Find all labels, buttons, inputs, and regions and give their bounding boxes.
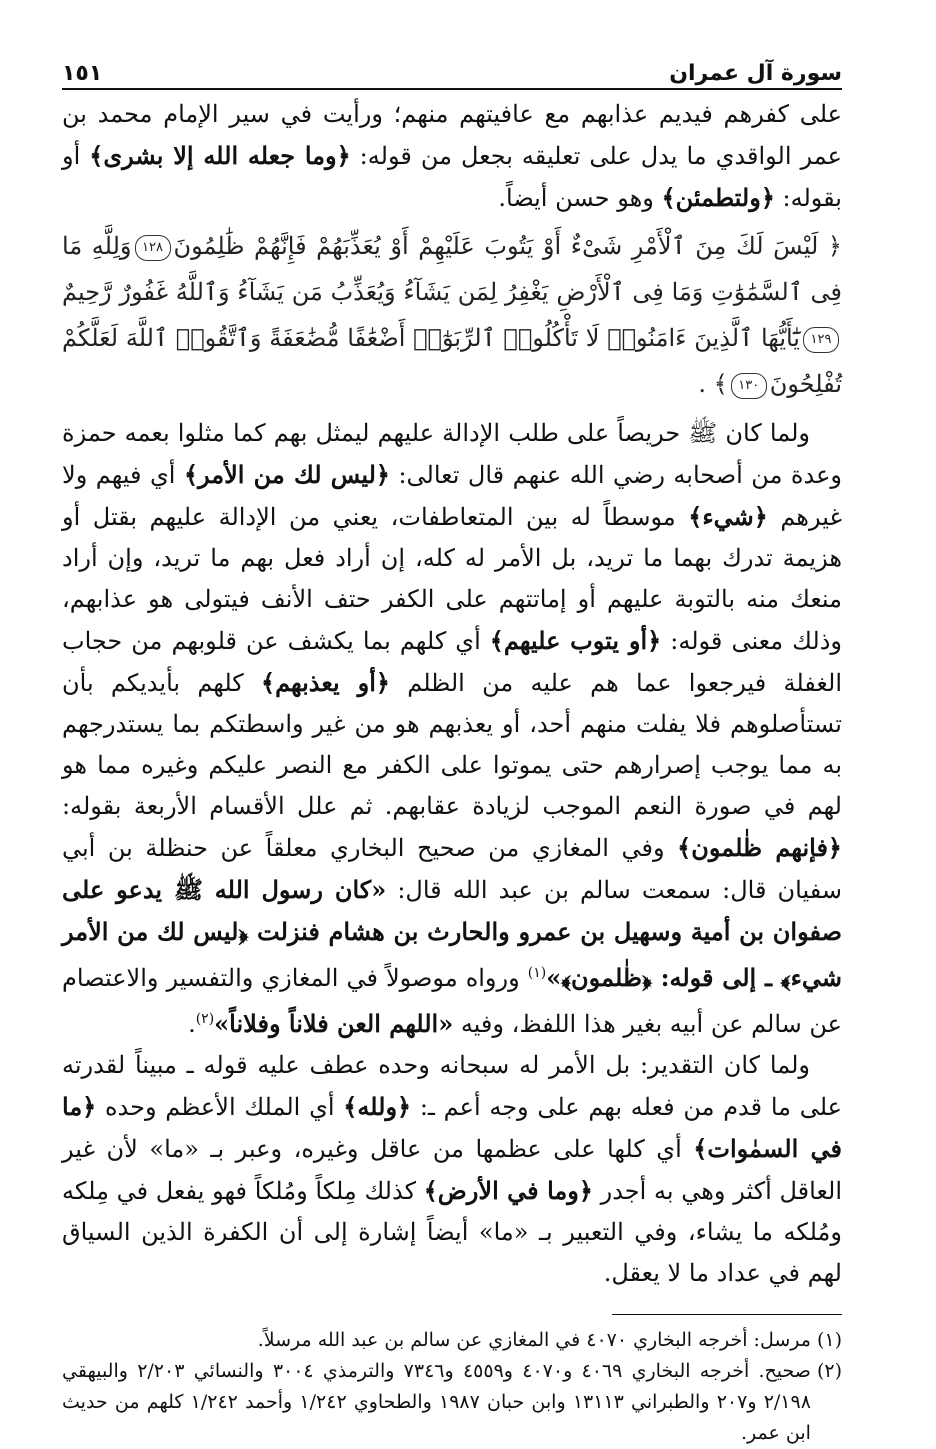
footnotes: [62, 1325, 842, 1449]
text-run: أو بقوله:: [62, 142, 842, 212]
main-text: [62, 94, 842, 1294]
footnote-ref-2[interactable]: (٢): [195, 1011, 215, 1027]
text-run: ولما كان التقدير: بل الأمر له سبحانه وحده عطف عليه قوله ـ مبيناً لقدرته على ما قدم من فعله بهم على وجه أعم ـ:: [62, 1051, 842, 1121]
footnote-2: [62, 1356, 842, 1449]
quran-quote: ﴿ما في السمٰوات﴾: [62, 1092, 842, 1163]
footnote-text: صحيح. أخرجه البخاري ٤٠٦٩ و٤٠٧٠ و٤٥٥٩ و٧٣٤٦ والترمذي ٣٠٠٤ والنسائي ٢/٢٠٣ والبيهقي ٢/١٩٨ و٢٠٧ والطبراني ١٣١١٣ وابن حبان ١٩٨٧ والطحاوي ١/٢٤٢ وأحمد ١/٢٤٢ كلهم من حديث ابن عمر.: [62, 1360, 811, 1444]
footnote-number: (١): [816, 1329, 842, 1351]
text-run: كلهم بأيديكم بأن تستأصلوهم فلا يفلت منهم أحد، أو يعذبهم هو من غير واسطتكم بما يستدرجهم به مما يوجب إصرارهم حتى يموتوا على الكفر مع النصر عليكم وغيره مما هو لهم في صورة النعم الموجب لزيادة عقابهم. ثم علل الأقسام الأربعة بقوله:: [62, 669, 842, 820]
quran-quote: ﴿أو يعذبهم﴾: [261, 668, 390, 697]
verse-text: وَلِلَّهِ مَا فِى ٱلسَّمَٰوَٰتِ وَمَا فِى ٱلْأَرْضِ يَغْفِرُ لِمَن يَشَآءُ وَيُعَذِّبُ مَن يَشَآءُ وَٱللَّهُ غَفُورٌ رَّحِيمٌ: [62, 232, 842, 306]
text-run: أي كلهم بما يكشف عن قلوبهم من حجاب الغفلة فيرجعوا عما هم عليه من الظلم: [62, 627, 842, 697]
page: [62, 40, 842, 1449]
hadith-quote: «كان رسول الله ﷺ يدعو على صفوان بن أمية وسهيل بن عمرو والحارث بن هشام فنزلت ﴿ليس لك من الأمر شيء﴾ ـ إلى قوله: ﴿ظٰلمون﴾»: [62, 875, 842, 992]
quran-quote: ﴿ولله﴾: [343, 1092, 412, 1121]
text-run: ولما كان ﷺ حريصاً على طلب الإدالة عليهم ليمثل بهم كما مثلوا بعمه حمزة وعدة من أصحابه رضي الله عنهم قال تعالى:: [62, 419, 842, 489]
text-run: وهو حسن أيضاً.: [498, 184, 662, 212]
ayah-number-marker: ١٣٠: [731, 373, 767, 399]
text-run: على كفرهم فيديم عذابهم مع عافيتهم منهم؛ ورأيت في سير الإمام محمد بن عمر الواقدي ما يدل على تعليقه بجعل من قوله:: [62, 100, 842, 170]
surah-title: سورة آل عمران: [669, 61, 842, 86]
text-run: موسطاً له بين المتعاطفات، يعني من الإدالة عليهم بقتل أو هزيمة تدرك بهما ما تريد، بل الأمر له كله، إن أراد فعل بهم ما تريد، وإن أراد منعك منه بالتوبة عليهم أو إماتتهم على الكفر حتف الأنف فيتولى هو عذابهم، وذلك معنى قوله:: [62, 503, 842, 655]
footnote-ref-1[interactable]: (١): [527, 965, 547, 981]
text-run: كذلك مِلكاً ومُلكاً فهو يفعل في مِلكه ومُلكه ما يشاء، وفي التعبير بـ «ما» أيضاً إشارة إلى أن الكفرة الذين السياق لهم في عداد ما لا يعقل.: [62, 1177, 842, 1287]
paragraph-closing: [62, 1045, 842, 1294]
paragraph-commentary: [62, 413, 842, 1045]
ayah-number-marker: ١٢٨: [135, 235, 171, 261]
quran-quote: ﴿ولتطمئن﴾: [661, 183, 775, 212]
quran-quote: ﴿ليس لك من الأمر﴾: [183, 460, 390, 489]
hadith-quote: «اللهم العن فلاناً وفلاناً»: [214, 1009, 454, 1038]
quran-quote: ﴿أو يتوب عليهم﴾: [489, 626, 662, 655]
text-run: .: [188, 1010, 196, 1038]
verse-end: ﴾ .: [698, 370, 728, 398]
footnote-text: مرسل: أخرجه البخاري ٤٠٧٠ في المغازي عن سالم بن عبد الله مرسلاً.: [257, 1329, 811, 1351]
quran-quote: ﴿فإنهم ظٰلمون﴾: [677, 833, 842, 862]
text-run: ورواه موصولاً في المغازي والتفسير والاعتصام عن سالم عن أبيه بغير هذا اللفظ، وفيه: [62, 964, 842, 1038]
quran-quote: ﴿وما جعله الله إلا بشرى﴾: [89, 141, 351, 170]
text-run: أي كلها على عظمها من عاقل وغيره، وعبر بـ «ما» لأن غير العاقل أكثر وهي به أجدر: [62, 1135, 843, 1205]
verse-block: [62, 223, 842, 407]
verse-text: ﴿ لَيْسَ لَكَ مِنَ ٱلْأَمْرِ شَىْءٌ أَوْ يَتُوبَ عَلَيْهِمْ أَوْ يُعَذِّبَهُمْ فَإِنَّهُمْ ظَٰلِمُونَ: [173, 232, 842, 260]
quran-quote: ﴿وما في الأرض﴾: [423, 1176, 593, 1205]
paragraph-intro: [62, 94, 842, 219]
verse-text: يَٰٓأَيُّهَا ٱلَّذِينَ ءَامَنُوا۟ لَا تَأْكُلُوا۟ ٱلرِّبَوٰٓا۟ أَضْعَٰفًا مُّضَٰعَفَةً وَٱتَّقُوا۟ ٱللَّهَ لَعَلَّكُمْ تُفْلِحُونَ: [62, 324, 842, 398]
footnote-divider: [612, 1314, 842, 1315]
text-run: أي الملك الأعظم وحده: [96, 1093, 344, 1121]
footnote-1: [62, 1325, 842, 1356]
page-number: ١٥١: [62, 61, 103, 86]
ayah-number-marker: ١٢٩: [803, 327, 839, 353]
quran-quote: ﴿شيء﴾: [688, 502, 768, 531]
page-header: [62, 40, 842, 90]
text-run: أي فيهم ولا غيرهم: [62, 461, 843, 531]
text-run: وفي المغازي من صحيح البخاري معلقاً عن حنظلة بن أبي سفيان قال: سمعت سالم بن عبد الله قال:: [62, 834, 842, 904]
footnote-number: (٢): [816, 1360, 842, 1382]
